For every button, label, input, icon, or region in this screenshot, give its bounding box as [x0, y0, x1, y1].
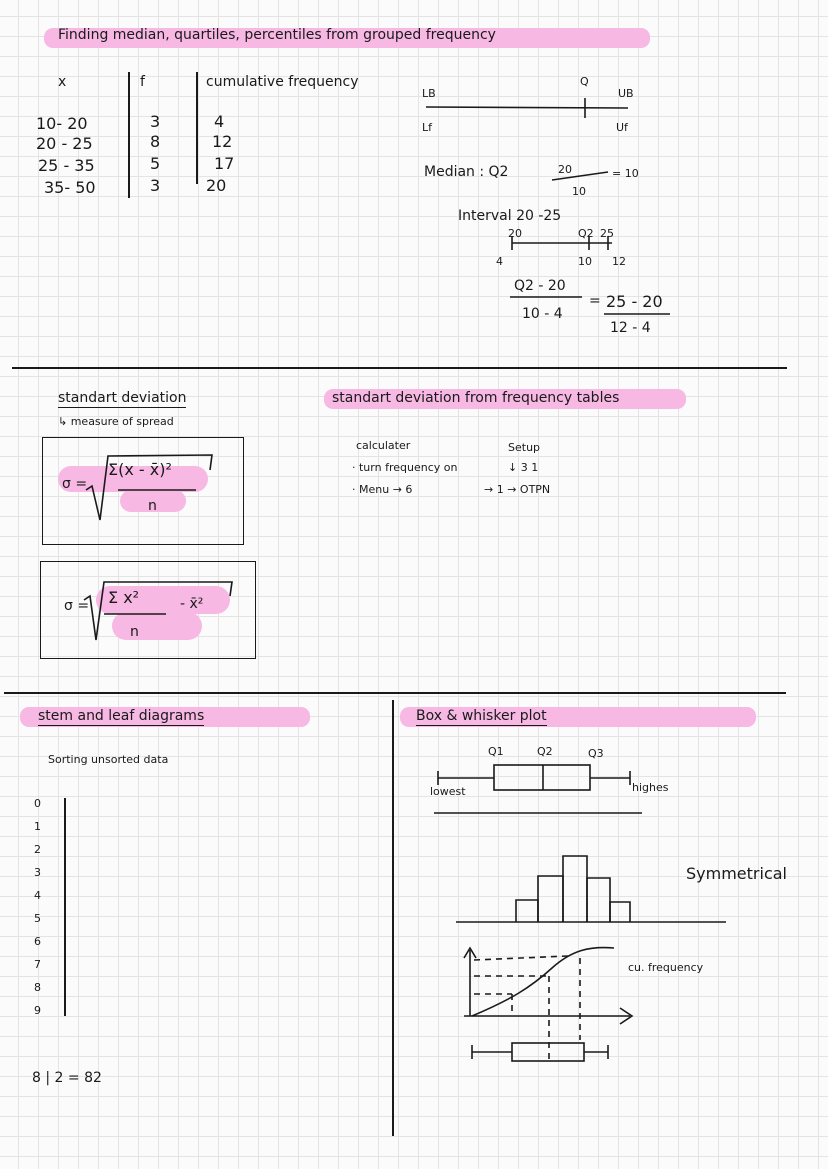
- formula2-denominator: n: [130, 624, 139, 640]
- median-numerator: 20: [558, 163, 572, 176]
- q2-label: Q2: [537, 745, 553, 758]
- interval-q2-label: Q2: [578, 227, 594, 240]
- histogram: [456, 856, 726, 922]
- formula2-numerator: Σ x²: [108, 588, 140, 607]
- formula-lhs-numerator: Q2 - 20: [514, 278, 566, 294]
- formula1-lhs: σ =: [62, 476, 88, 492]
- formula-rhs-numerator: 25 - 20: [606, 292, 663, 311]
- formula-rhs-denominator: 12 - 4: [610, 320, 651, 336]
- table-cell-cf: 17: [214, 154, 235, 173]
- section-title-grouped-frequency: Finding median, quartiles, percentiles from grouped frequency: [58, 27, 496, 43]
- calculator-label: calculater: [356, 439, 411, 452]
- table-row: 10- 20: [36, 114, 88, 133]
- box-plot-box: [494, 765, 590, 790]
- table-cell-f: 3: [150, 176, 161, 195]
- q3-label: Q3: [588, 747, 604, 760]
- stem-leaf-key: 8 | 2 = 82: [32, 1070, 102, 1086]
- highest-label: highes: [632, 781, 669, 794]
- table-header-cf: cumulative frequency: [206, 74, 359, 90]
- diagram-ub-label: UB: [618, 87, 634, 100]
- median-label: Median : Q2: [424, 164, 509, 180]
- interval-right-top: 25: [600, 227, 614, 240]
- table-header-f: f: [140, 74, 145, 90]
- diagram-lb-label: LB: [422, 87, 436, 100]
- diagram-q-label: Q: [580, 75, 589, 88]
- table-cell-f: 3: [150, 112, 161, 131]
- cumulative-frequency-graph: [464, 948, 632, 1062]
- stem-value: 9: [34, 1004, 41, 1017]
- sd-freq-title: standart deviation from frequency tables: [332, 390, 620, 406]
- median-fraction-bar: [552, 172, 608, 180]
- formula1-numerator: Σ(x - x̄)²: [108, 460, 172, 479]
- table-cell-f: 8: [150, 132, 161, 151]
- quartile-number-line: [426, 107, 628, 108]
- stem-leaf-subtitle: Sorting unsorted data: [48, 753, 169, 766]
- interval-label: Interval 20 -25: [458, 208, 562, 224]
- stem-leaf-title: stem and leaf diagrams: [38, 708, 205, 724]
- calc-step-keys: ↓ 3 1: [508, 461, 539, 474]
- median-result: = 10: [612, 167, 639, 180]
- sd-note: ↳ measure of spread: [58, 415, 174, 428]
- interval-left-bottom: 4: [496, 255, 503, 268]
- formula-lhs-denominator: 10 - 4: [522, 306, 563, 322]
- table-cell-cf: 12: [212, 132, 233, 151]
- median-denominator: 10: [572, 185, 586, 198]
- calc-step: · turn frequency on: [352, 461, 458, 474]
- interval-right-bottom: 12: [612, 255, 626, 268]
- table-cell-cf: 20: [206, 176, 227, 195]
- stem-value: 4: [34, 889, 41, 902]
- root-sign-1: [86, 455, 212, 520]
- stem-value: 2: [34, 843, 41, 856]
- stem-value: 5: [34, 912, 41, 925]
- diagram-uf-label: Uf: [616, 121, 628, 134]
- table-row: 20 - 25: [36, 134, 93, 153]
- formula2-tail: - x̄²: [180, 596, 204, 612]
- stem-value: 0: [34, 797, 41, 810]
- formula2-lhs: σ =: [64, 598, 90, 614]
- formula-equals: =: [589, 293, 601, 309]
- cu-frequency-label: cu. frequency: [628, 961, 704, 974]
- symmetrical-label: Symmetrical: [686, 864, 787, 883]
- stem-value: 1: [34, 820, 41, 833]
- diagram-lf-label: Lf: [422, 121, 433, 134]
- stem-value: 8: [34, 981, 41, 994]
- table-row: 25 - 35: [38, 156, 95, 175]
- table-cell-cf: 4: [214, 112, 225, 131]
- table-cell-f: 5: [150, 154, 161, 173]
- interval-mid-bottom: 10: [578, 255, 592, 268]
- table-header-x: x: [58, 74, 67, 90]
- setup-label: Setup: [508, 441, 541, 454]
- root-sign-2: [84, 582, 232, 640]
- formula1-denominator: n: [148, 498, 157, 514]
- sd-title: standart deviation: [58, 390, 187, 406]
- interval-left-top: 20: [508, 227, 522, 240]
- calc-step-keys: → 1 → OTPN: [484, 483, 551, 496]
- table-row: 35- 50: [44, 178, 96, 197]
- lowest-label: lowest: [430, 785, 466, 798]
- stem-value: 7: [34, 958, 41, 971]
- calc-step: · Menu → 6: [352, 483, 413, 496]
- stem-value: 3: [34, 866, 41, 879]
- box-plot-2: [472, 1043, 608, 1061]
- q1-label: Q1: [488, 745, 504, 758]
- box-whisker-title: Box & whisker plot: [416, 708, 547, 724]
- stem-value: 6: [34, 935, 41, 948]
